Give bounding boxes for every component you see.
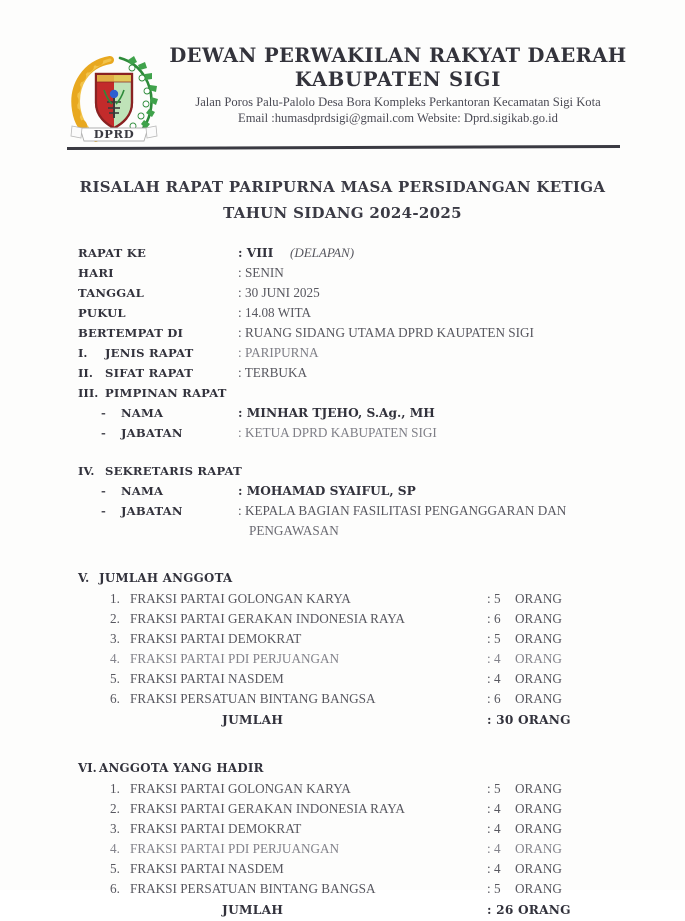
letterhead [0,44,685,144]
section-title: ANGGOTA YANG HADIR [99,761,264,775]
section-numeral: II. [78,366,93,380]
section-ii-sifat-rapat [0,363,685,383]
list-number: 1. [110,591,120,606]
organization-name-line1: DEWAN PERWAKILAN RAKYAT DAERAH [169,44,627,67]
section-v-jumlah-anggota-heading [0,567,685,589]
fraksi-count: : 5 [487,591,501,606]
fraksi-row [0,839,685,859]
fraksi-unit: ORANG [515,631,562,646]
section-vi-anggota-yang-hadir-heading [0,757,685,779]
field-value: : TERBUKA [238,365,308,380]
field-label: JABATAN [121,426,183,440]
fraksi-unit: ORANG [515,611,562,626]
document-title [0,174,685,226]
section-v-total-row [0,709,685,731]
bullet-dash-icon: - [101,504,106,518]
fraksi-row [0,649,685,669]
field-label: BERTEMPAT DI [78,326,184,340]
document-title-line2: TAHUN SIDANG 2024-2025 [223,204,462,222]
section-iii-pimpinan-rapat-heading [0,383,685,403]
fraksi-unit: ORANG [515,591,562,606]
field-value: : 30 JUNI 2025 [238,285,320,300]
total-value: : 30 ORANG [487,713,571,727]
meeting-info-row-tanggal [0,283,685,303]
section-i-jenis-rapat [0,343,685,363]
fraksi-row [0,779,685,799]
fraksi-name: FRAKSI PARTAI GOLONGAN KARYA [130,781,351,796]
section-iv-sekretaris-rapat-heading [0,461,685,481]
field-value: : 14.08 WITA [238,305,312,320]
section-numeral: III. [78,386,99,400]
fraksi-row [0,819,685,839]
fraksi-count: : 5 [487,781,501,796]
field-label: NAMA [121,484,164,498]
field-label: TANGGAL [78,286,144,300]
field-label: JABATAN [121,504,183,518]
fraksi-unit: ORANG [515,781,562,796]
meeting-info-row-bertempat-di [0,323,685,343]
list-number: 4. [110,651,120,666]
letterhead-text [158,44,638,126]
section-numeral: V. [78,571,90,585]
list-number: 3. [110,821,120,836]
fraksi-name: FRAKSI PARTAI PDI PERJUANGAN [130,651,340,666]
fraksi-count: : 6 [487,691,501,706]
fraksi-count: : 4 [487,821,501,836]
office-contact: Email :humasdprdsigi@gmail.com Website: Dprd.sigikab.go.id [238,111,558,125]
fraksi-unit: ORANG [515,821,562,836]
list-number: 2. [110,801,120,816]
section-numeral: IV. [78,464,95,478]
fraksi-unit: ORANG [515,841,562,856]
sekretaris-nama-row [0,481,685,501]
letterhead-divider-rule [67,145,620,150]
organization-name-line2: KABUPATEN SIGI [294,68,502,91]
section-title: SEKRETARIS RAPAT [105,464,242,478]
fraksi-count: : 4 [487,861,501,876]
section-numeral: I. [78,346,88,360]
fraksi-count: : 4 [487,671,501,686]
fraksi-name: FRAKSI PARTAI PDI PERJUANGAN [130,841,340,856]
field-value: : KETUA DPRD KABUPATEN SIGI [238,425,437,440]
meeting-info-row-rapat-ke [0,243,685,263]
fraksi-row [0,879,685,899]
bullet-dash-icon: - [101,484,106,498]
field-value: : VIII [238,246,274,260]
sekretaris-jabatan-row [0,501,685,521]
fraksi-row [0,689,685,709]
list-number: 4. [110,841,120,856]
fraksi-row [0,669,685,689]
field-value: : MOHAMAD SYAIFUL, SP [238,484,416,498]
document-body [0,243,685,921]
field-label: HARI [78,266,114,280]
fraksi-name: FRAKSI PERSATUAN BINTANG BANGSA [130,691,376,706]
meeting-info-row-pukul [0,303,685,323]
bullet-dash-icon: - [101,426,106,440]
fraksi-row [0,799,685,819]
section-numeral: VI. [78,761,97,775]
fraksi-count: : 4 [487,841,501,856]
fraksi-count: : 5 [487,631,501,646]
office-address: Jalan Poros Palu-Palolo Desa Bora Kompleks Perkantoran Kecamatan Sigi Kota [195,95,601,109]
dprd-kabupaten-sigi-emblem-icon [66,48,162,144]
fraksi-name: FRAKSI PARTAI GOLONGAN KARYA [130,591,351,606]
fraksi-row [0,629,685,649]
fraksi-unit: ORANG [515,861,562,876]
field-label: SIFAT RAPAT [105,366,194,380]
meeting-info-row-hari [0,263,685,283]
fraksi-name: FRAKSI PERSATUAN BINTANG BANGSA [130,881,376,896]
list-number: 5. [110,861,120,876]
fraksi-unit: ORANG [515,801,562,816]
total-label: JUMLAH [222,903,284,917]
field-note: (DELAPAN) [290,245,355,260]
fraksi-unit: ORANG [515,671,562,686]
section-title: PIMPINAN RAPAT [105,386,227,400]
fraksi-name: FRAKSI PARTAI DEMOKRAT [130,631,302,646]
fraksi-name: FRAKSI PARTAI DEMOKRAT [130,821,302,836]
field-label: PUKUL [78,306,126,320]
pimpinan-jabatan-row [0,423,685,443]
total-value: : 26 ORANG [487,903,571,917]
total-label: JUMLAH [222,713,284,727]
list-number: 3. [110,631,120,646]
fraksi-count: : 4 [487,801,501,816]
fraksi-count: : 6 [487,611,501,626]
fraksi-unit: ORANG [515,651,562,666]
fraksi-unit: ORANG [515,881,562,896]
fraksi-unit: ORANG [515,691,562,706]
list-number: 5. [110,671,120,686]
bullet-dash-icon: - [101,406,106,420]
emblem-ribbon-text: DPRD [93,127,135,141]
field-label: NAMA [121,406,164,420]
list-number: 6. [110,881,120,896]
list-number: 6. [110,691,120,706]
fraksi-name: FRAKSI PARTAI NASDEM [130,861,284,876]
document-title-line1: RISALAH RAPAT PARIPURNA MASA PERSIDANGAN KETIGA [79,178,606,196]
section-title: JUMLAH ANGGOTA [99,571,233,585]
fraksi-name: FRAKSI PARTAI GERAKAN INDONESIA RAYA [130,611,405,626]
field-value: : RUANG SIDANG UTAMA DPRD KAUPATEN SIGI [238,325,534,340]
field-value-continuation: PENGAWASAN [249,523,339,538]
fraksi-name: FRAKSI PARTAI GERAKAN INDONESIA RAYA [130,801,405,816]
field-value: : MINHAR TJEHO, S.Ag., MH [238,406,435,420]
section-vi-total-row [0,899,685,921]
field-value: : KEPALA BAGIAN FASILITASI PENGANGGARAN DAN [238,503,567,518]
list-number: 2. [110,611,120,626]
fraksi-row [0,859,685,879]
fraksi-name: FRAKSI PARTAI NASDEM [130,671,284,686]
fraksi-row [0,609,685,629]
field-value: : SENIN [238,265,284,280]
fraksi-count: : 5 [487,881,501,896]
field-label: JENIS RAPAT [105,346,194,360]
field-label: RAPAT KE [78,246,147,260]
fraksi-count: : 4 [487,651,501,666]
pimpinan-nama-row [0,403,685,423]
field-value: : PARIPURNA [238,345,319,360]
fraksi-row [0,589,685,609]
list-number: 1. [110,781,120,796]
sekretaris-jabatan-continuation-row [0,521,685,541]
